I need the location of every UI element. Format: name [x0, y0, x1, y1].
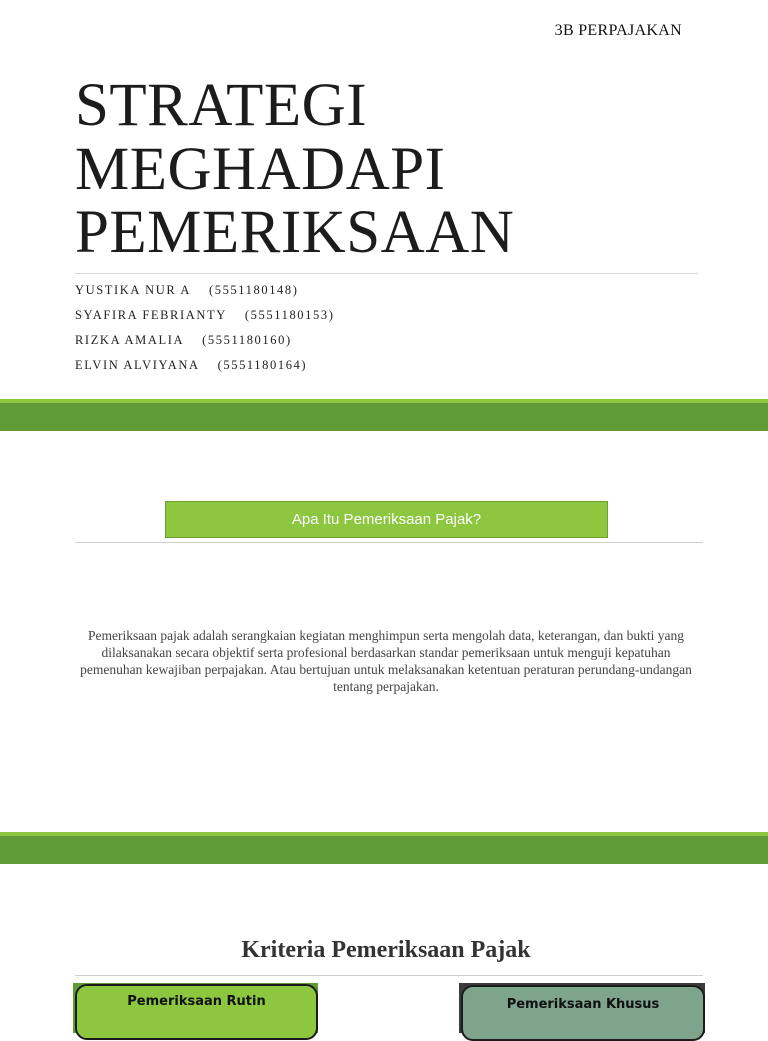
separator-bar [0, 836, 768, 864]
member-name: YUSTIKA NUR A [75, 283, 191, 297]
slide-separator [0, 399, 768, 431]
member-name: RIZKA AMALIA [75, 333, 185, 347]
title-divider [75, 273, 698, 274]
definition-heading-box: Apa Itu Pemeriksaan Pajak? [165, 501, 608, 538]
member-row [75, 308, 334, 333]
title-line: STRATEGI [75, 72, 368, 139]
member-id: (5551180160) [202, 333, 292, 347]
presentation-title [75, 74, 715, 265]
special-examination-box [461, 985, 705, 1041]
heading-divider [75, 542, 703, 543]
criteria-label: Pemeriksaan Khusus [506, 997, 660, 1012]
member-name: ELVIN ALVIYANA [75, 358, 200, 372]
definition-paragraph: Pemeriksaan pajak adalah serangkaian kegiatan menghimpun serta mengolah data, keterangan, dan bukti yang dilaksanakan secara objektif serta profesional berdasarkan standar pemeriksaan untuk menguji kepatuhan pemenuhan kewajiban perpajakan. Atau bertujuan untuk melaksanakan ketentuan peraturan perundang-undangan tentang perpajakan. [80, 628, 692, 694]
member-row [75, 333, 334, 358]
member-id: (5551180148) [208, 283, 299, 297]
member-id: (5551180153) [244, 308, 335, 322]
criteria-divider [75, 975, 703, 976]
slide-separator [0, 832, 768, 864]
criteria-label: Pemeriksaan Rutin [127, 994, 266, 1009]
class-label: 3B PERPAJAKAN [554, 22, 682, 39]
member-row [75, 358, 334, 383]
separator-bar [0, 403, 768, 431]
member-list [75, 283, 334, 383]
member-name: SYAFIRA FEBRIANTY [75, 308, 227, 322]
criteria-title: Kriteria Pemeriksaan Pajak [241, 937, 531, 963]
title-line: PEMERIKSAAN [75, 199, 515, 266]
member-id: (5551180164) [217, 358, 308, 372]
title-line: MEGHADAPI [75, 135, 446, 203]
member-row [75, 283, 334, 308]
routine-examination-box [75, 984, 318, 1040]
